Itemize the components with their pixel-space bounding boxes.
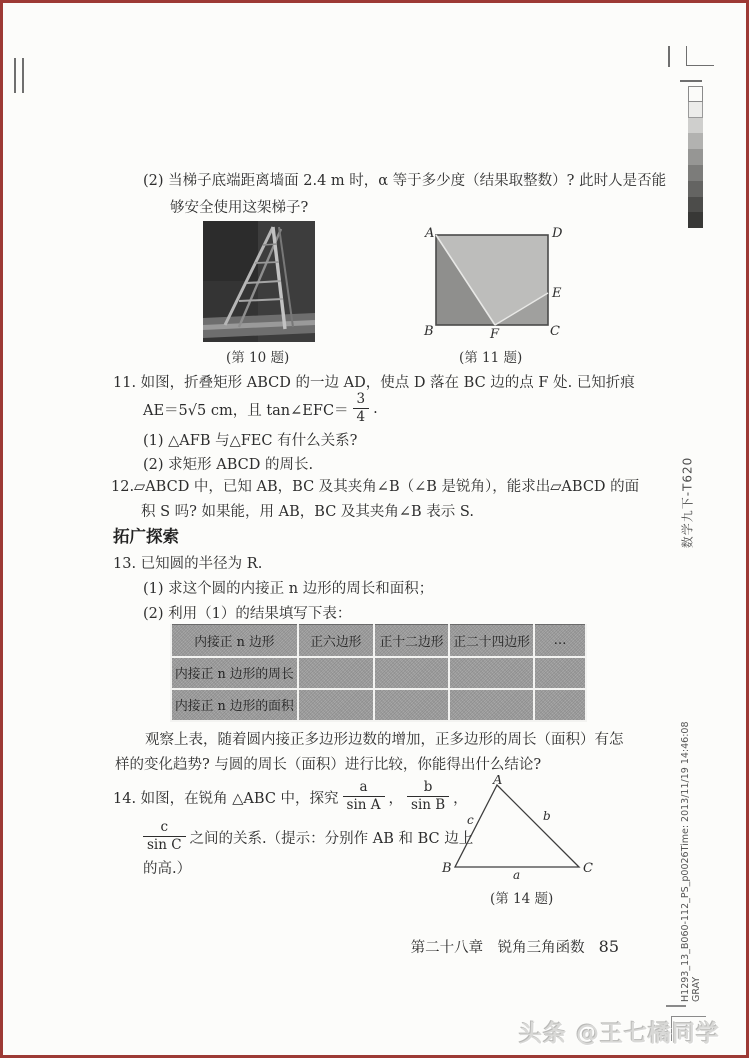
- table-row-label: 内接正 n 边形的面积: [171, 689, 298, 721]
- page-number: 85: [598, 937, 619, 956]
- reg-mark-left-1: [14, 58, 16, 93]
- problem-12-line-2: 积 S 吗? 如果能，用 AB，BC 及其夹角∠B 表示 S.: [141, 504, 474, 520]
- problem-11-formula-post: .: [373, 401, 378, 417]
- figure-14-triangle: [441, 775, 593, 881]
- rectangle-fold-diagram: [421, 223, 567, 341]
- fraction-b-sinB: $\frac{b}{\text{sin B}}$: [407, 780, 449, 813]
- fig11-label-f: F: [490, 327, 500, 341]
- chapter-title: 第二十八章 锐角三角函数: [410, 940, 585, 956]
- problem-12-line-1: 12.▱ABCD 中，已知 AB，BC 及其夹角∠B（∠B 是锐角），能求出▱ABCD 的面: [111, 479, 640, 495]
- triangle-diagram: [441, 775, 593, 881]
- table-header-cell: 内接正 n 边形: [171, 625, 298, 657]
- book-code-vertical: 数学九下-T620: [680, 456, 695, 549]
- page-footer: [411, 936, 619, 957]
- section-heading: 拓广探索: [113, 527, 179, 546]
- table-cell: [374, 657, 449, 689]
- print-mode-line: GRAY: [691, 976, 702, 1002]
- fig14-label-side-a: a: [513, 868, 521, 881]
- problem-14-line-1: [113, 779, 468, 815]
- reg-mark-left-2: [22, 58, 24, 93]
- figure-14-caption: (第 14 题): [490, 891, 554, 907]
- watermark-text: 头条 @王七橘同学: [518, 1021, 720, 1047]
- figure-10-ladder-photo: [203, 221, 315, 342]
- table-cell: [298, 689, 374, 721]
- problem-14-text-post: 之间的关系.（提示：分别作 AB 和 BC 边上: [189, 830, 474, 847]
- print-info-vertical: [680, 710, 702, 1002]
- table-cell: [449, 657, 534, 689]
- fig11-label-d: D: [552, 226, 563, 241]
- polygon-table: [170, 624, 587, 722]
- fig11-label-b: B: [424, 324, 434, 339]
- problem-11-item-2: (2) 求矩形 ABCD 的周长.: [143, 457, 314, 473]
- problem-2-line-1: (2) 当梯子底端距离墙面 2.4 m 时，α 等于多少度（结果取整数）? 此时人是否能: [143, 173, 667, 189]
- fig14-label-a-vertex: A: [493, 775, 503, 788]
- fig14-label-c-vertex: C: [583, 861, 593, 876]
- table-cell: [534, 657, 586, 689]
- problem-2-line-2: 够安全使用这架梯子?: [170, 200, 309, 216]
- table-cell: [298, 657, 374, 689]
- figure-11-caption: (第 11 题): [459, 350, 523, 366]
- table-cell: [534, 689, 586, 721]
- print-info-line: H1293_13_B060-112_PS_p0026Time: 2013/11/19 14:46:08: [680, 721, 691, 1002]
- problem-11-line-1: 11. 如图，折叠矩形 ABCD 的一边 AD，使点 D 落在 BC 边的点 F 处. 已知折痕: [113, 375, 635, 391]
- table-header-cell: 正六边形: [298, 625, 374, 657]
- fig11-label-c: C: [550, 324, 560, 339]
- table-cell: [449, 689, 534, 721]
- problem-13-item-1: (1) 求这个圆的内接正 n 边形的周长和面积；: [143, 581, 434, 597]
- grayscale-calibration-strip: [688, 86, 703, 228]
- table-header-cell: 正二十四边形: [449, 625, 534, 657]
- problem-13-line-1: 13. 已知圆的半径为 R.: [113, 556, 263, 572]
- observation-line-2: 样的变化趋势? 与圆的周长（面积）进行比较，你能得出什么结论?: [115, 757, 542, 773]
- fraction-three-fourths: $\frac{3}{4}$: [353, 392, 370, 425]
- table-row: [171, 657, 586, 689]
- table-row-label: 内接正 n 边形的周长: [171, 657, 298, 689]
- fig14-label-side-c: c: [467, 813, 474, 827]
- problem-14-text-pre: 14. 如图，在锐角 △ABC 中，探究: [113, 790, 339, 807]
- fig14-label-b-vertex: B: [442, 861, 452, 876]
- figure-11-rectangle: [421, 223, 567, 341]
- reg-mark-right-dash: [680, 80, 702, 82]
- table-header-cell: 正十二边形: [374, 625, 449, 657]
- problem-14-line-3: 的高.）: [143, 861, 192, 877]
- problem-11-line-2: [143, 393, 378, 425]
- fraction-a-sinA: $\frac{a}{\text{sin A}}$: [343, 780, 385, 813]
- fig11-label-a: A: [425, 226, 435, 241]
- problem-14-separator: ，: [453, 790, 468, 807]
- table-cell: [374, 689, 449, 721]
- fig14-label-side-b: b: [543, 809, 551, 823]
- table-header-row: [171, 625, 586, 657]
- table-header-cell: …: [534, 625, 586, 657]
- table-row: [171, 689, 586, 721]
- problem-14-separator: ，: [388, 790, 404, 807]
- figure-10-caption: (第 10 题): [226, 350, 290, 366]
- problem-14-line-2: [143, 819, 473, 855]
- problem-11-formula-pre: AE＝5√5 cm，且 tan∠EFC＝: [143, 402, 349, 419]
- reg-mark-right-corner: [686, 46, 714, 66]
- ladder-photo-image: [203, 221, 315, 342]
- reg-mark-bottom-dash: [666, 1005, 686, 1007]
- observation-line-1: 观察上表，随着圆内接正多边形边数的增加，正多边形的周长（面积）有怎: [145, 732, 624, 748]
- reg-mark-right-bar: [668, 46, 670, 67]
- fraction-c-sinC: $\frac{c}{\text{sin C}}$: [143, 820, 186, 853]
- problem-11-item-1: (1) △AFB 与△FEC 有什么关系?: [143, 433, 358, 449]
- fig11-label-e: E: [552, 286, 562, 301]
- problem-13-item-2: (2) 利用（1）的结果填写下表：: [143, 606, 352, 622]
